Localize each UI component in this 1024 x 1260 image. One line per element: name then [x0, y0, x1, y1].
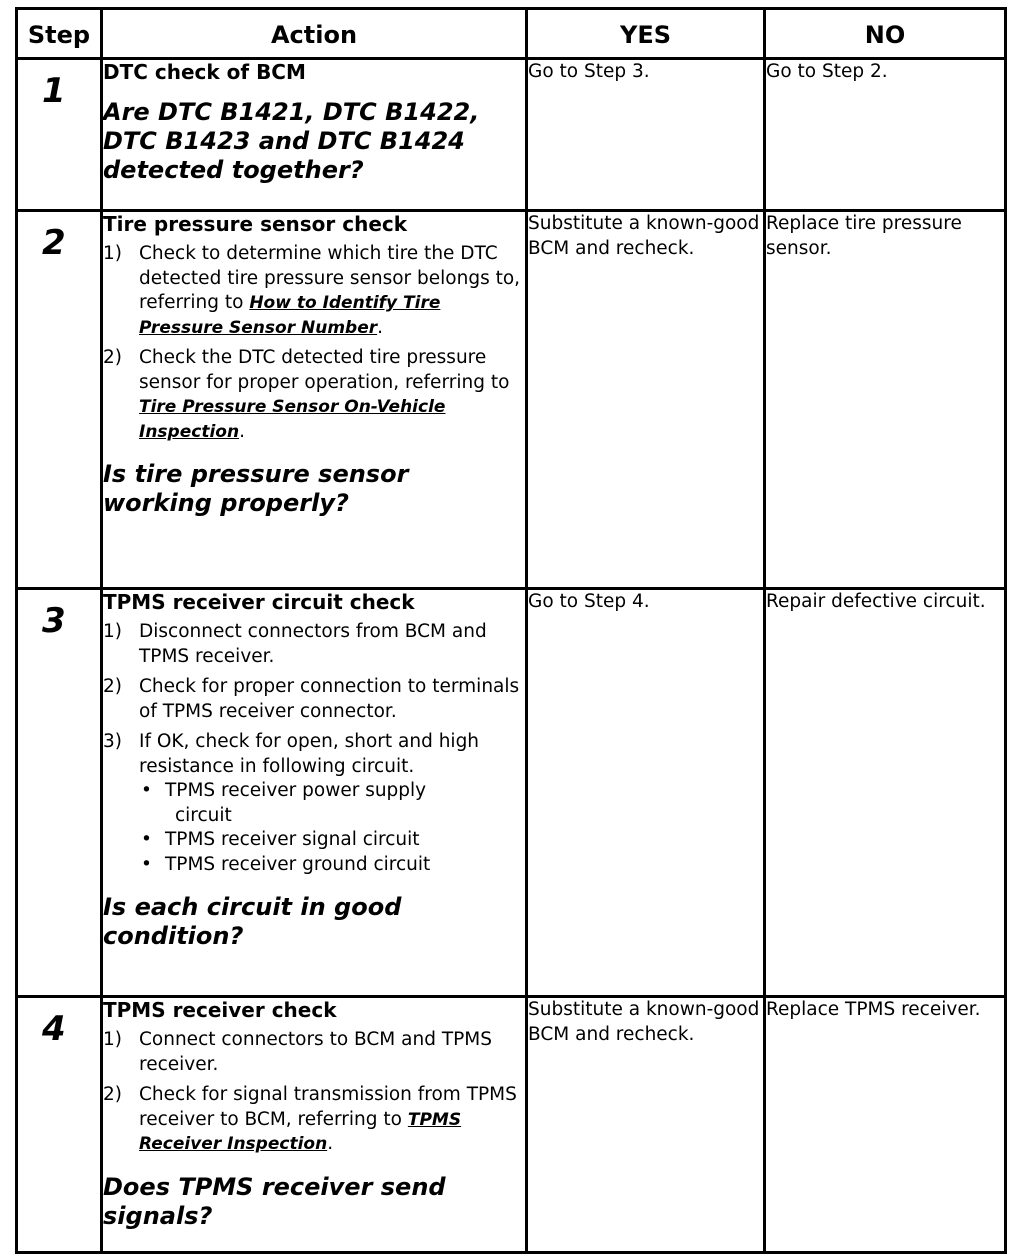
- header-step: Step: [17, 9, 102, 59]
- bullet-text: TPMS receiver signal circuit: [165, 829, 420, 850]
- period: .: [239, 420, 245, 442]
- item-text: Connect connectors to BCM and TPMS receiver.: [139, 1029, 492, 1075]
- no-cell: Go to Step 2.: [765, 59, 1006, 211]
- action-steps: [103, 620, 525, 877]
- action-steps: [103, 242, 525, 444]
- bullet-text: TPMS receiver power supply: [165, 780, 427, 801]
- yes-cell: Go to Step 4.: [527, 589, 765, 997]
- yes-cell: Go to Step 3.: [527, 59, 765, 211]
- action-title: Tire pressure sensor check: [103, 212, 408, 236]
- reference-link[interactable]: Tire Pressure Sensor On-Vehicle Inspection: [139, 397, 446, 442]
- action-question: Is each circuit in good condition?: [103, 893, 402, 950]
- action-cell: [102, 997, 527, 1253]
- action-question: Are DTC B1421, DTC B1422, DTC B1423 and DTC B1424 detected together?: [103, 98, 480, 184]
- list-item: [103, 730, 525, 877]
- no-cell: Replace tire pressure sensor.: [765, 211, 1006, 589]
- item-text: Check the DTC detected tire pressure sensor for proper operation, referring to: [139, 347, 510, 393]
- bullet-dot: •: [141, 829, 152, 850]
- list-item: [103, 675, 525, 724]
- action-cell: [102, 211, 527, 589]
- step-number: 4: [42, 1009, 66, 1049]
- step-cell: [17, 59, 102, 211]
- table-row: [17, 997, 1006, 1253]
- bullet-dot: •: [141, 853, 152, 875]
- action-title: TPMS receiver check: [103, 998, 337, 1022]
- action-question: Is tire pressure sensor working properly?: [103, 460, 409, 517]
- bullet-item: [139, 853, 525, 878]
- header-action: Action: [102, 9, 527, 59]
- no-cell: Replace TPMS receiver.: [765, 997, 1006, 1253]
- table-row: [17, 59, 1006, 211]
- table-row: [17, 211, 1006, 589]
- bullet-item: [139, 828, 525, 853]
- item-number: 3): [103, 731, 122, 752]
- period: .: [377, 316, 384, 338]
- item-text: Check for signal transmission from TPMS receiver to BCM, referring to: [139, 1084, 517, 1130]
- bullet-text: TPMS receiver ground circuit: [165, 853, 431, 875]
- item-text: Check to determine which tire the DTC detected tire pressure sensor belongs to, referring to: [139, 243, 521, 313]
- header-yes: YES: [527, 9, 765, 59]
- header-row: [17, 9, 1006, 59]
- step-cell: [17, 589, 102, 997]
- step-number: 3: [42, 601, 66, 641]
- reference-link[interactable]: How to Identify Tire Pressure Sensor Number: [139, 293, 441, 338]
- list-item: [103, 620, 525, 669]
- action-cell: [102, 589, 527, 997]
- item-number: 2): [103, 1084, 122, 1105]
- no-cell: Repair defective circuit.: [765, 589, 1006, 997]
- action-title: DTC check of BCM: [103, 60, 306, 84]
- bullet-text-wrap: circuit: [175, 804, 232, 826]
- action-question: Does TPMS receiver send signals?: [103, 1172, 446, 1230]
- step-cell: [17, 997, 102, 1253]
- list-item: [103, 1083, 525, 1157]
- yes-cell: Substitute a known-good BCM and recheck.: [527, 211, 765, 589]
- header-no: NO: [765, 9, 1006, 59]
- list-item: [103, 242, 525, 340]
- reference-link[interactable]: TPMS Receiver Inspection: [139, 1109, 462, 1154]
- action-title: TPMS receiver circuit check: [103, 590, 415, 614]
- circuit-list: [139, 779, 525, 877]
- bullet-item: [139, 779, 525, 828]
- item-number: 1): [103, 1029, 122, 1050]
- list-item: [103, 346, 525, 444]
- step-cell: [17, 211, 102, 589]
- step-number: 1: [42, 71, 66, 111]
- item-text: If OK, check for open, short and high resistance in following circuit.: [139, 731, 480, 777]
- yes-cell: Substitute a known-good BCM and recheck.: [527, 997, 765, 1253]
- action-cell: [102, 59, 527, 211]
- period: .: [327, 1133, 334, 1154]
- item-text: Disconnect connectors from BCM and TPMS receiver.: [139, 621, 487, 667]
- item-number: 1): [103, 621, 122, 642]
- item-text: Check for proper connection to terminals of TPMS receiver connector.: [139, 676, 520, 722]
- action-steps: [103, 1028, 525, 1157]
- step-number: 2: [42, 223, 66, 263]
- list-item: [103, 1028, 525, 1077]
- bullet-dot: •: [141, 780, 152, 801]
- item-number: 2): [103, 676, 122, 697]
- table-row: [17, 589, 1006, 997]
- item-number: 2): [103, 347, 122, 368]
- diagnostic-table: [15, 7, 1007, 1254]
- item-number: 1): [103, 243, 122, 264]
